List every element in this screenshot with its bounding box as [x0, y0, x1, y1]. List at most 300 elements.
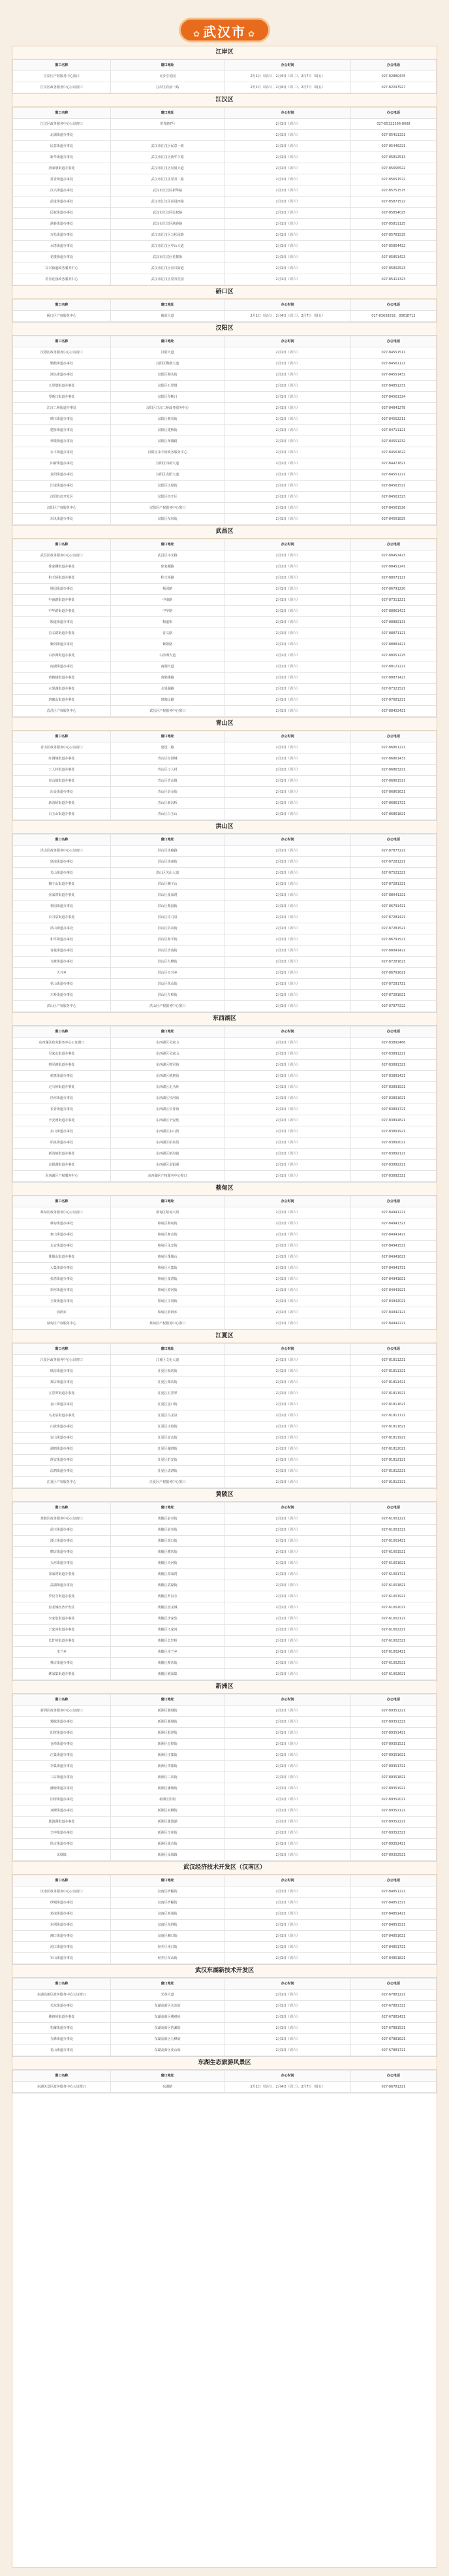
window-address-cell: 洪山区关山大道: [110, 868, 225, 879]
window-name-cell: 吴家山街道办事处: [13, 1049, 111, 1060]
office-phone-cell: 027-86791220: [350, 584, 436, 595]
table-row: [13, 1625, 437, 1636]
window-name-cell: 武湖街道办事处: [13, 1580, 111, 1591]
table-row: [13, 1647, 437, 1658]
page-title: [179, 18, 270, 42]
window-address-cell: 新洲区旧街: [110, 1794, 225, 1805]
office-phone-cell: 027-89352421: [350, 1839, 436, 1850]
office-hours-cell: 2月1日（周六）: [225, 1706, 350, 1717]
table-row: [13, 514, 437, 525]
table-row: [13, 1602, 437, 1614]
table-row: [13, 661, 437, 673]
office-hours-cell: 2月1日（周六）: [225, 469, 350, 481]
office-phone-cell: 027-82297927: [350, 82, 436, 93]
window-table: [12, 1502, 437, 1680]
window-name-cell: 法泗街道办事处: [13, 1466, 111, 1477]
office-hours-cell: 2月1日（周六）: [225, 1783, 350, 1794]
window-address-cell: 徐家棚路: [110, 562, 225, 573]
column-header-phone: 办公电话: [350, 1196, 436, 1207]
table-row: [13, 1001, 437, 1012]
office-phone-cell: 027-88871421: [350, 673, 436, 684]
office-phone-cell: 027-88861421: [350, 606, 436, 617]
office-hours-cell: 2月1日（周六）: [225, 163, 350, 174]
office-phone-cell: 027-88121221: [350, 661, 436, 673]
window-name-cell: 建桥街道办事处: [13, 425, 111, 436]
window-name-cell: 仓埠街道办事处: [13, 1739, 111, 1750]
office-phone-cell: 027-89351521: [350, 1739, 436, 1750]
window-address-cell: 江岸区府前一路: [110, 82, 225, 93]
window-name-cell: 木兰乡: [13, 1647, 111, 1658]
window-address-cell: 黄陂区李家集: [110, 1614, 225, 1625]
table-row: [13, 1772, 437, 1783]
office-phone-cell: 027-85812513: [350, 152, 436, 163]
column-header-hours: 办公时间: [225, 1694, 350, 1706]
window-name-cell: 前进街道办事处: [13, 197, 111, 208]
window-name-cell: 花山街道办事处: [13, 979, 111, 990]
window-address-cell: 武汉市江汉区中山大道: [110, 241, 225, 252]
table-row: [13, 1990, 437, 2001]
district-title: 蔡甸区: [12, 1183, 437, 1196]
office-phone-cell: 027-86781221: [350, 2082, 436, 2093]
window-address-cell: 汉阳区江堤街: [110, 481, 225, 492]
office-phone-cell: 027-84551221: [350, 469, 436, 481]
window-address-cell: 中华路: [110, 606, 225, 617]
office-phone-cell: 027-81812221: [350, 1466, 436, 1477]
office-hours-cell: 2月1日（周六）: [225, 684, 350, 695]
district-title: 东西湖区: [12, 1013, 437, 1026]
window-table: [12, 1875, 437, 1964]
window-name-cell: 江堤街道办事处: [13, 481, 111, 492]
office-hours-cell: 2月1日（周六）: [225, 650, 350, 661]
window-name-cell: 中南路街道办事处: [13, 595, 111, 606]
office-phone-cell: 027-81812321: [350, 1477, 436, 1488]
window-name-cell: 张湾街道办事处: [13, 1274, 111, 1285]
office-phone-cell: 027-85656522: [350, 163, 436, 174]
window-address-cell: 江夏区法泗街: [110, 1466, 225, 1477]
office-phone-cell: 027-84942221: [350, 1318, 436, 1329]
table-row: [13, 311, 437, 322]
window-name-cell: 东湖高新区政务服务中心公证窗口: [13, 1990, 111, 2001]
office-phone-cell: 027-86861431: [350, 754, 436, 765]
office-hours-cell: 2月1日（周六）: [225, 219, 350, 230]
window-address-cell: 东湖路: [110, 2082, 225, 2093]
column-header-name: 窗口名称: [13, 1196, 111, 1207]
window-name-cell: 佛祖岭街道办事处: [13, 2012, 111, 2023]
table-row: [13, 617, 437, 628]
office-hours-cell: 2月1日（周六）: [225, 436, 350, 447]
table-row: [13, 414, 437, 425]
office-phone-cell: 027-88452421: [350, 706, 436, 717]
window-address-cell: 江夏区郑店街: [110, 1377, 225, 1388]
office-hours-cell: 2月1日（周六）: [225, 1149, 350, 1160]
window-name-cell: 将军路街道办事处: [13, 1060, 111, 1071]
office-hours-cell: 2月1日（周六）: [225, 901, 350, 912]
office-phone-cell: 027-88071121: [350, 573, 436, 584]
table-row: [13, 1839, 437, 1850]
table-row: [13, 274, 437, 285]
table-row: [13, 1388, 437, 1399]
window-table: [12, 1978, 437, 2056]
window-address-cell: 汉南区纱帽街: [110, 1898, 225, 1909]
column-header-hours: 办公时间: [225, 1026, 350, 1038]
window-address-cell: 东西湖区吴家山: [110, 1049, 225, 1060]
window-name-cell: 唐家墩街道办事处: [13, 163, 111, 174]
table-row: [13, 1149, 437, 1160]
window-address-cell: 东湖高新区豹澥街: [110, 2023, 225, 2034]
window-address-cell: 积玉桥路: [110, 573, 225, 584]
office-phone-cell: 027-81811821: [350, 1422, 436, 1433]
table-row: [13, 370, 437, 381]
office-phone-cell: 027-84562211: [350, 414, 436, 425]
window-address-cell: 洪山区天兴乡: [110, 968, 225, 979]
table-row: [13, 71, 437, 82]
table-row: [13, 1263, 437, 1274]
window-address-cell: 江夏区湖泗街: [110, 1444, 225, 1455]
office-phone-cell: 027-83891421: [350, 1071, 436, 1082]
district-section: [12, 323, 437, 526]
window-address-cell: 中南路: [110, 595, 225, 606]
column-header-address: 窗口地址: [110, 539, 225, 550]
window-name-cell: 蔡店街道办事处: [13, 1658, 111, 1669]
window-name-cell: 三店街道办事处: [13, 1772, 111, 1783]
window-table: [12, 731, 437, 820]
column-header-hours: 办公时间: [225, 108, 350, 119]
table-row: [13, 968, 437, 979]
window-name-cell: 径河街道办事处: [13, 1093, 111, 1104]
window-address-cell: 武汉市江汉区常青二路: [110, 174, 225, 185]
window-name-cell: 索河街道办事处: [13, 1285, 111, 1296]
window-name-cell: 积玉桥街道办事处: [13, 573, 111, 584]
window-name-cell: 江岸区政务服务中心公证窗口: [13, 82, 111, 93]
office-phone-cell: 027-83892321: [350, 1171, 436, 1182]
window-address-cell: 汉南区邓南街: [110, 1909, 225, 1920]
table-row: [13, 1230, 437, 1241]
window-name-cell: 黄陂区政务服务中心公证窗口: [13, 1514, 111, 1525]
window-address-cell: 蔡甸区索河街: [110, 1285, 225, 1296]
window-name-cell: 汉兴街道政务服务中心: [13, 263, 111, 274]
column-header-phone: 办公电话: [350, 108, 436, 119]
office-hours-cell: 2月1日（周六）: [225, 358, 350, 370]
table-row: [13, 562, 437, 573]
table-row: [13, 1049, 437, 1060]
window-address-cell: 东西湖区东山街: [110, 1126, 225, 1137]
window-address-cell: 武汉市江汉区新华路: [110, 185, 225, 197]
window-address-cell: 东西湖区新沟镇: [110, 1149, 225, 1160]
window-address-cell: 青山区冶金街: [110, 787, 225, 798]
window-name-cell: 湖泗街道办事处: [13, 1444, 111, 1455]
office-hours-cell: 2月1日（周六）: [225, 1942, 350, 1953]
table-row: [13, 1591, 437, 1602]
column-header-address: 窗口地址: [110, 2071, 225, 2082]
office-phone-cell: 027-88452423: [350, 550, 436, 562]
office-hours-cell: 2月1日（周六）: [225, 868, 350, 879]
column-header-address: 窗口地址: [110, 1026, 225, 1038]
column-header-address: 窗口地址: [110, 835, 225, 846]
table-row: [13, 595, 437, 606]
content-card: [12, 46, 437, 2568]
table-row: [13, 990, 437, 1001]
window-name-cell: 凤凰镇: [13, 1850, 111, 1861]
window-name-cell: 四新街道办事处: [13, 458, 111, 469]
window-name-cell: 金银湖街道办事处: [13, 1160, 111, 1171]
office-phone-cell: 027-84851521: [350, 1920, 436, 1931]
office-phone-cell: 027-86791521: [350, 934, 436, 946]
office-hours-cell: 2月1日（周六）: [225, 403, 350, 414]
column-header-hours: 办公时间: [225, 2071, 350, 2082]
office-hours-cell: 2月1日（周六）: [225, 628, 350, 639]
window-name-cell: 中华路街道办事处: [13, 606, 111, 617]
office-phone-cell: 027-88881421: [350, 639, 436, 650]
table-row: [13, 1728, 437, 1739]
office-phone-cell: 027-88871121: [350, 628, 436, 639]
column-header-phone: 办公电话: [350, 1026, 436, 1038]
window-name-cell: 白玉山街道办事处: [13, 809, 111, 820]
table-row: [13, 628, 437, 639]
table-row: [13, 130, 437, 141]
column-header-phone: 办公电话: [350, 336, 436, 347]
table-row: [13, 684, 437, 695]
window-table: [12, 59, 437, 93]
office-hours-cell: 2月1日（周六）: [225, 798, 350, 809]
window-address-cell: 洪山区卓刀泉: [110, 912, 225, 923]
table-row: [13, 1717, 437, 1728]
table-row: [13, 1455, 437, 1466]
office-phone-cell: 027-84551232: [350, 436, 436, 447]
table-row: [13, 1909, 437, 1920]
office-hours-cell: 2月1日（周六）: [225, 241, 350, 252]
window-name-cell: 常青花园政务服务中心: [13, 274, 111, 285]
office-hours-cell: 2月1日（周六）: [225, 1388, 350, 1399]
office-hours-cell: 2月1日（周六）: [225, 584, 350, 595]
window-name-cell: 辛安渡街道办事处: [13, 1115, 111, 1126]
office-hours-cell: 2月1日（周六）: [225, 1817, 350, 1828]
table-row: [13, 1953, 437, 1964]
office-phone-cell: 027-84471821: [350, 458, 436, 469]
table-row: [13, 1536, 437, 1547]
window-address-cell: 江夏区乌龙泉: [110, 1410, 225, 1422]
office-hours-cell: 2月1日（周六）: [225, 152, 350, 163]
table-header-row: [13, 1979, 437, 1990]
office-hours-cell: 2月1日（周六）: [225, 481, 350, 492]
office-phone-cell: 027-87281321: [350, 879, 436, 890]
table-row: [13, 447, 437, 458]
window-address-cell: 白沙洲大道: [110, 650, 225, 661]
table-row: [13, 1739, 437, 1750]
window-table: [12, 299, 437, 322]
office-phone-cell: 027-87681221: [350, 695, 436, 706]
window-name-cell: 江岸区产权服务中心窗口: [13, 71, 111, 82]
office-phone-cell: 027-61002121: [350, 1614, 436, 1625]
window-table: [12, 1196, 437, 1329]
office-hours-cell: 2月1日（周六）: [225, 492, 350, 503]
column-header-phone: 办公电话: [350, 1875, 436, 1886]
district-title: 硚口区: [12, 286, 437, 299]
office-hours-cell: 2月1日（周六）: [225, 514, 350, 525]
office-hours-cell: 2月1日（周六）: [225, 809, 350, 820]
window-name-cell: 民意街道办事处: [13, 141, 111, 152]
table-row: [13, 754, 437, 765]
table-row: [13, 1093, 437, 1104]
window-name-cell: 双柳街道办事处: [13, 1805, 111, 1817]
table-row: [13, 1285, 437, 1296]
office-hours-cell: 2月1日（周六）: [225, 381, 350, 392]
table-row: [13, 1060, 437, 1071]
window-address-cell: 黄陂区横店街: [110, 1547, 225, 1558]
window-address-cell: 汉阳区经开区: [110, 492, 225, 503]
office-phone-cell: 027-84851231: [350, 381, 436, 392]
window-name-cell: 辛冲街道办事处: [13, 1828, 111, 1839]
district-title: 青山区: [12, 718, 437, 731]
window-name-cell: 山坡街道办事处: [13, 1422, 111, 1433]
office-hours-cell: 2月1日（周六）: [225, 141, 350, 152]
table-row: [13, 2045, 437, 2056]
office-phone-cell: 027-87281521: [350, 923, 436, 934]
table-row: [13, 1410, 437, 1422]
column-header-address: 窗口地址: [110, 108, 225, 119]
office-phone-cell: 027-61002021: [350, 1602, 436, 1614]
office-hours-cell: 2月1日（周六）: [225, 1399, 350, 1410]
window-address-cell: 黄陂区姚家集: [110, 1669, 225, 1680]
table-row: [13, 1805, 437, 1817]
district-section: [12, 1489, 437, 1681]
office-hours-cell: 2月1日（周六）: [225, 1377, 350, 1388]
office-hours-cell: 2月1日（周六）: [225, 1647, 350, 1658]
window-address-cell: 经开区沌口街: [110, 1942, 225, 1953]
window-address-cell: 黄陂区武湖街: [110, 1580, 225, 1591]
table-row: [13, 879, 437, 890]
table-row: [13, 706, 437, 717]
window-address-cell: 经开区军山街: [110, 1953, 225, 1964]
table-row: [13, 650, 437, 661]
office-hours-cell: 2月1日（周六）: [225, 197, 350, 208]
window-name-cell: 青菱街道办事处: [13, 946, 111, 957]
office-phone-cell: 027-85802523: [350, 263, 436, 274]
column-header-name: 窗口名称: [13, 1503, 111, 1514]
window-name-cell: 首义路街道办事处: [13, 628, 111, 639]
table-row: [13, 141, 437, 152]
district-section: [12, 718, 437, 821]
office-hours-cell: 2月1日（周六）: [225, 1625, 350, 1636]
office-phone-cell: 027-87311221: [350, 595, 436, 606]
window-address-cell: 蔡甸区永安街: [110, 1241, 225, 1252]
window-address-cell: 新洲区阳逻街: [110, 1728, 225, 1739]
office-hours-cell: 2月1日（周六）: [225, 923, 350, 934]
window-name-cell: 王家河街道办事处: [13, 1625, 111, 1636]
window-name-cell: 汉阳区政务服务中心公证窗口: [13, 347, 111, 358]
column-header-phone: 办公电话: [350, 1694, 436, 1706]
district-title: 武汉东湖新技术开发区: [12, 1965, 437, 1978]
table-row: [13, 2001, 437, 2012]
office-phone-cell: 027-81811321: [350, 1366, 436, 1377]
window-name-cell: 江夏区产权服务中心: [13, 1477, 111, 1488]
window-address-cell: 江夏区安山街: [110, 1433, 225, 1444]
window-name-cell: 左岭街道办事处: [13, 990, 111, 1001]
table-header-row: [13, 108, 437, 119]
column-header-name: 窗口名称: [13, 2071, 111, 2082]
window-address-cell: 汉南区东荆街: [110, 1920, 225, 1931]
table-row: [13, 1636, 437, 1647]
table-row: [13, 1706, 437, 1717]
table-row: [13, 1547, 437, 1558]
office-hours-cell: 2月1日（周六）: [225, 1839, 350, 1850]
column-header-hours: 办公时间: [225, 336, 350, 347]
column-header-phone: 办公电话: [350, 300, 436, 311]
window-address-cell: 洪山区青菱街: [110, 946, 225, 957]
window-address-cell: 武汉市江汉区万松园路: [110, 230, 225, 241]
window-name-cell: 翠微街道办事处: [13, 436, 111, 447]
window-address-cell: 蔡甸区蔡甸街: [110, 1218, 225, 1230]
office-phone-cell: 027-87321521: [350, 684, 436, 695]
table-row: [13, 1082, 437, 1093]
district-section: [12, 1183, 437, 1330]
window-name-cell: 武昌区产权服务中心: [13, 706, 111, 717]
office-phone-cell: 027-81811421: [350, 1377, 436, 1388]
window-address-cell: 新洲区汪集街: [110, 1750, 225, 1761]
column-header-hours: 办公时间: [225, 60, 350, 71]
table-row: [13, 1558, 437, 1569]
table-row: [13, 2023, 437, 2034]
window-name-cell: 江夏区政务服务中心公证窗口: [13, 1355, 111, 1366]
table-row: [13, 857, 437, 868]
office-hours-cell: 2月1日（周六）: [225, 2034, 350, 2045]
window-address-cell: 珞珈山路: [110, 695, 225, 706]
office-hours-cell: 2月1日（周六）: [225, 1772, 350, 1783]
office-hours-cell: 2月1日（周六）: [225, 1366, 350, 1377]
office-phone-cell: 027-89351821: [350, 1772, 436, 1783]
window-address-cell: 新洲区辛冲街: [110, 1828, 225, 1839]
window-address-cell: 东西湖区将军路: [110, 1060, 225, 1071]
office-phone-cell: 027-85446221: [350, 141, 436, 152]
window-name-cell: 新华街道办事处: [13, 152, 111, 163]
window-name-cell: 关东街道办事处: [13, 2001, 111, 2012]
office-phone-cell: 027-86863221: [350, 765, 436, 776]
window-address-cell: 青山区工人村: [110, 765, 225, 776]
window-name-cell: 水塔街道办事处: [13, 241, 111, 252]
window-name-cell: 永安街道办事处: [13, 1241, 111, 1252]
column-header-hours: 办公时间: [225, 1344, 350, 1355]
table-row: [13, 1171, 437, 1182]
office-phone-cell: 027-81811521: [350, 1388, 436, 1399]
column-header-hours: 办公时间: [225, 1503, 350, 1514]
column-header-name: 窗口名称: [13, 60, 111, 71]
office-hours-cell: 2月1日（周六）: [225, 1093, 350, 1104]
office-phone-cell: 027-61001421: [350, 1536, 436, 1547]
office-hours-cell: 2月1日（周六）: [225, 879, 350, 890]
office-phone-cell: 027-84851321: [350, 1898, 436, 1909]
window-name-cell: 纸坊街道办事处: [13, 1366, 111, 1377]
window-name-cell: 九峰街道办事处: [13, 957, 111, 968]
window-name-cell: 卓刀泉街道办事处: [13, 912, 111, 923]
window-name-cell: 杨园街道办事处: [13, 584, 111, 595]
office-hours-cell: 2月1日（周六）、2月4日（周二）、2月7日（周五）: [225, 311, 350, 322]
window-name-cell: 舒安街道办事处: [13, 1455, 111, 1466]
office-hours-cell: 2月1日（周六）: [225, 1750, 350, 1761]
office-hours-cell: 2月1日（周六）: [225, 606, 350, 617]
window-address-cell: 黄陂区长轩岭: [110, 1636, 225, 1647]
table-row: [13, 347, 437, 358]
window-address-cell: 东西湖区柏泉街: [110, 1137, 225, 1149]
office-phone-cell: 027-61001821: [350, 1580, 436, 1591]
office-phone-cell: 027-83891521: [350, 1082, 436, 1093]
window-address-cell: 洪山区梨园街: [110, 901, 225, 912]
window-address-cell: 洪山区花山街: [110, 979, 225, 990]
window-address-cell: 东西湖区吴家山: [110, 1038, 225, 1049]
office-hours-cell: 2月1日（周六）: [225, 1920, 350, 1931]
office-hours-cell: 2月1日（周六）: [225, 1728, 350, 1739]
table-row: [13, 776, 437, 787]
office-phone-cell: 027-89352221: [350, 1817, 436, 1828]
window-name-cell: 徐家棚街道办事处: [13, 562, 111, 573]
